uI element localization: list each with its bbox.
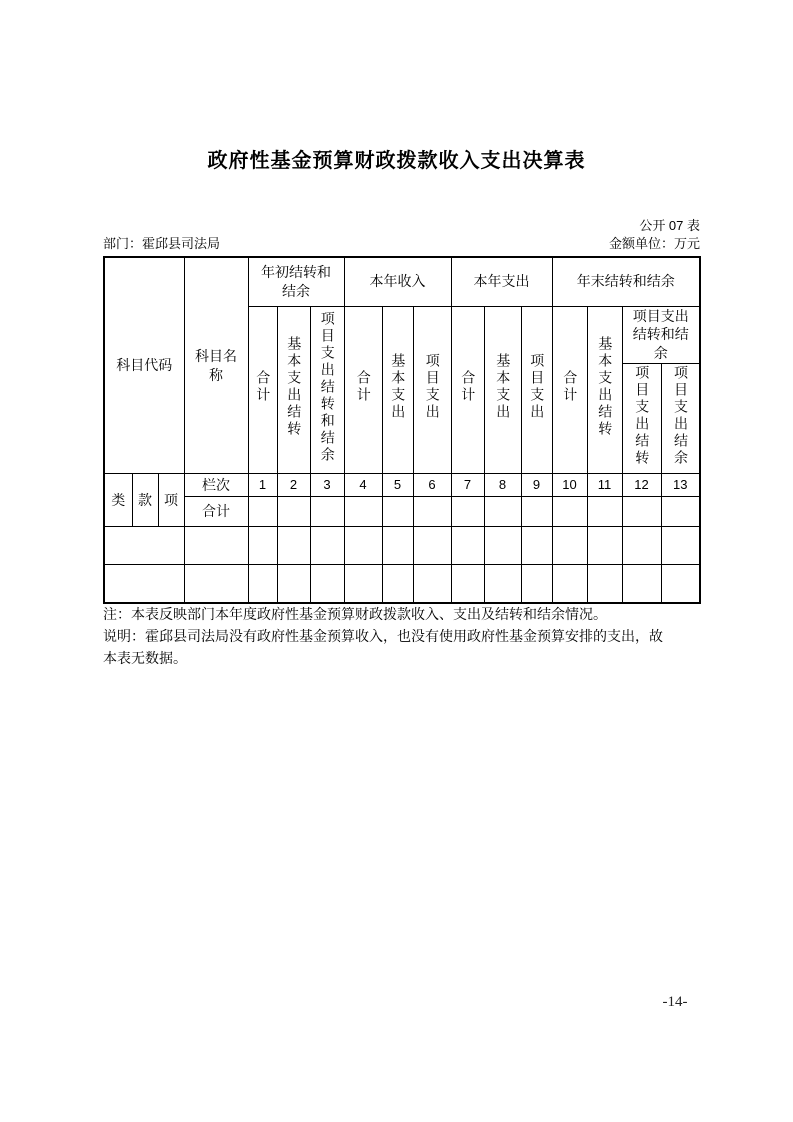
empty-cell xyxy=(344,527,382,565)
total-cell-2 xyxy=(277,497,310,527)
empty-cell xyxy=(344,565,382,603)
header-end-basic-carryover xyxy=(587,306,622,474)
table-meta xyxy=(103,217,700,253)
column-number-5: 5 xyxy=(382,474,413,497)
total-row xyxy=(104,497,700,527)
empty-cell xyxy=(451,565,484,603)
table-notes xyxy=(103,603,669,669)
expend-basic-label: 基本支出 xyxy=(495,353,512,422)
header-end-project-carryover xyxy=(622,364,661,474)
empty-cell xyxy=(521,527,552,565)
total-cell-4 xyxy=(344,497,382,527)
header-income-project xyxy=(413,306,451,474)
begin-total-label: 合计 xyxy=(255,370,272,405)
header-income-total xyxy=(344,306,382,474)
empty-cell xyxy=(248,565,277,603)
total-cell-13 xyxy=(661,497,700,527)
total-cell-1 xyxy=(248,497,277,527)
empty-cell xyxy=(552,527,587,565)
empty-name-cell xyxy=(184,565,248,603)
header-group-current-income: 本年收入 xyxy=(344,257,451,306)
income-basic-label: 基本支出 xyxy=(390,353,407,422)
column-number-11: 11 xyxy=(587,474,622,497)
empty-cell xyxy=(484,565,521,603)
page-title: 政府性基金预算财政拨款收入支出决算表 xyxy=(207,150,586,172)
group-begin-balance-label: 年初结转和结余 xyxy=(261,263,332,299)
header-subject-code: 科目代码 xyxy=(104,257,184,474)
empty-cell xyxy=(310,565,344,603)
empty-cell xyxy=(622,565,661,603)
total-cell-7 xyxy=(451,497,484,527)
code-col-xiang: 项 xyxy=(158,474,184,527)
empty-code-cell xyxy=(104,565,184,603)
total-cell-12 xyxy=(622,497,661,527)
empty-cell xyxy=(413,527,451,565)
budget-table xyxy=(103,256,701,604)
empty-cell xyxy=(587,565,622,603)
header-end-total xyxy=(552,306,587,474)
empty-code-cell xyxy=(104,527,184,565)
empty-cell xyxy=(277,527,310,565)
code-col-kuan: 款 xyxy=(132,474,158,527)
total-cell-5 xyxy=(382,497,413,527)
expend-total-label: 合计 xyxy=(460,370,477,405)
header-begin-project-balance xyxy=(310,306,344,474)
empty-cell xyxy=(521,565,552,603)
column-number-row xyxy=(104,474,700,497)
empty-cell xyxy=(248,527,277,565)
total-cell-6 xyxy=(413,497,451,527)
department-label: 部门：霍邱县司法局 xyxy=(103,236,221,251)
end-project-subgroup-label: 项目支出结转和结余 xyxy=(632,307,689,362)
end-total-label: 合计 xyxy=(562,370,579,405)
header-end-project-balance xyxy=(661,364,700,474)
header-subject-name xyxy=(184,257,248,474)
empty-cell xyxy=(310,527,344,565)
explanation-line: 说明：霍邱县司法局没有政府性基金预算收入，也没有使用政府性基金预算安排的支出，故本表无数据。 xyxy=(103,628,663,666)
meta-row xyxy=(103,235,700,253)
column-number-1: 1 xyxy=(248,474,277,497)
empty-cell xyxy=(484,527,521,565)
empty-cell xyxy=(382,527,413,565)
empty-cell xyxy=(622,527,661,565)
column-number-3: 3 xyxy=(310,474,344,497)
end-project-balance-label: 项目支出结余 xyxy=(672,365,689,468)
total-cell-9 xyxy=(521,497,552,527)
empty-cell xyxy=(552,565,587,603)
empty-cell xyxy=(661,565,700,603)
empty-data-row xyxy=(104,527,700,565)
header-group-row xyxy=(104,257,700,306)
header-expend-project xyxy=(521,306,552,474)
begin-basic-carryover-label: 基本支出结转 xyxy=(286,336,303,439)
header-expend-basic xyxy=(484,306,521,474)
column-number-9: 9 xyxy=(521,474,552,497)
column-number-8: 8 xyxy=(484,474,521,497)
subject-name-label: 科目名称 xyxy=(195,347,238,383)
column-number-2: 2 xyxy=(277,474,310,497)
column-number-13: 13 xyxy=(661,474,700,497)
income-total-label: 合计 xyxy=(355,370,372,405)
begin-project-balance-label: 项目支出结转和结余 xyxy=(319,310,336,464)
header-end-project-subgroup xyxy=(622,306,700,364)
end-project-carryover-label: 项目支出结转 xyxy=(634,365,651,468)
column-number-12: 12 xyxy=(622,474,661,497)
column-number-7: 7 xyxy=(451,474,484,497)
empty-cell xyxy=(661,527,700,565)
empty-cell xyxy=(587,527,622,565)
total-row-label: 合计 xyxy=(184,497,248,527)
header-begin-total xyxy=(248,306,277,474)
column-number-4: 4 xyxy=(344,474,382,497)
empty-cell xyxy=(413,565,451,603)
column-number-10: 10 xyxy=(552,474,587,497)
total-cell-8 xyxy=(484,497,521,527)
total-cell-11 xyxy=(587,497,622,527)
unit-label: 金额单位：万元 xyxy=(608,236,700,251)
empty-cell xyxy=(277,565,310,603)
page-number: -14- xyxy=(662,994,688,1010)
end-basic-carryover-label: 基本支出结转 xyxy=(597,336,614,439)
header-begin-basic-carryover xyxy=(277,306,310,474)
total-cell-3 xyxy=(310,497,344,527)
empty-data-row xyxy=(104,565,700,603)
empty-cell xyxy=(382,565,413,603)
header-expend-total xyxy=(451,306,484,474)
header-income-basic xyxy=(382,306,413,474)
expend-project-label: 项目支出 xyxy=(529,353,546,422)
header-group-current-expenditure: 本年支出 xyxy=(451,257,552,306)
row-index-label: 栏次 xyxy=(184,474,248,497)
header-group-begin-balance xyxy=(248,257,344,306)
empty-cell xyxy=(451,527,484,565)
column-number-6: 6 xyxy=(413,474,451,497)
total-cell-10 xyxy=(552,497,587,527)
income-project-label: 项目支出 xyxy=(424,353,441,422)
header-group-year-end-balance: 年末结转和结余 xyxy=(552,257,700,306)
form-code-label: 公开 07 表 xyxy=(639,218,700,233)
note-line: 注：本表反映部门本年度政府性基金预算财政拨款收入、支出及结转和结余情况。 xyxy=(103,606,607,622)
code-col-lei: 类 xyxy=(104,474,132,527)
empty-name-cell xyxy=(184,527,248,565)
